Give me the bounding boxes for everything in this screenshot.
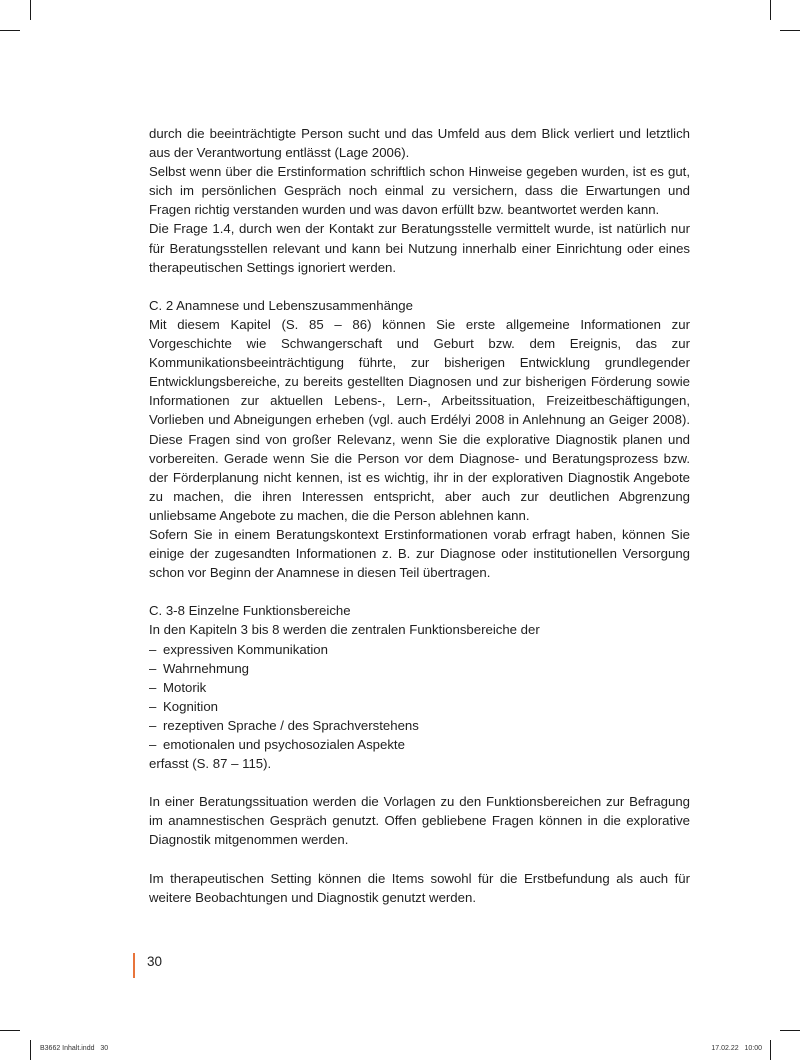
- section-c38-outro: erfasst (S. 87 – 115).: [149, 756, 272, 772]
- spacer: [149, 850, 690, 869]
- list-item-text: Wahrnehmung: [163, 660, 250, 676]
- section-c2-paragraph-1: Mit diesem Kapitel (S. 85 – 86) können Sie erste allgemeine Informationen zur Vorgeschichte wie Schwangerschaft und Geburt bzw. dem Ereignis, das zur Kommunikationsbeeinträchtigung führte, zur bisherigen Entwicklung grundlegender Entwicklungsbereiche, zu bereits gestellten Diagnosen und zur bisherigen Förderung sowie Informationen zur aktuellen Lebens-, Lern-, Arbeitssituation, Freizeitbeschäftigungen, Vorlieben und Abneigungen erheben (vgl. auch Erdélyi 2008 in Anlehnung an Geiger 2008). Diese Fragen sind von großer Relevanz, wenn Sie die explorative Diagnostik planen und vorbereiten. Gerade wenn Sie die Person vor dem Diagnose- und Beratungsprozess bzw. der Förderplanung nicht kennen, ist es wichtig, ihr in der explorativen Diagnostik Angebote zu machen, die ihren Interessen entspricht, aber auch zur deutlichen Abgrenzung unliebsame Angebote zu machen, die die Person ablehnen kann.: [149, 316, 690, 523]
- dash-bullet: –: [149, 737, 157, 752]
- list-item: [149, 735, 690, 754]
- section-c2-heading: C. 2 Anamnese und Lebenszusammenhänge: [149, 297, 413, 313]
- crop-mark-top-left-h: [0, 30, 20, 31]
- spacer: [149, 277, 690, 296]
- dash-bullet: –: [149, 698, 157, 714]
- list-item-text: Motorik: [163, 679, 207, 695]
- intro-paragraph-1: durch die beeinträchtigte Person sucht und das Umfeld aus dem Blick verliert und letztlich aus der Verantwortung entlässt (Lage 2006).: [149, 126, 690, 161]
- slug-file-info: B3662 Inhalt.indd 30: [40, 1045, 109, 1052]
- crop-mark-bottom-left: [30, 1040, 31, 1060]
- crop-mark-bottom-left-h: [0, 1030, 20, 1031]
- list-item: [149, 716, 690, 735]
- crop-mark-bottom-right: [770, 1040, 771, 1060]
- crop-mark-top-right: [770, 0, 771, 20]
- list-item: [149, 697, 690, 716]
- list-item: [149, 659, 690, 678]
- dash-bullet: –: [149, 679, 157, 695]
- list-item-text: rezeptiven Sprache / des Sprachverstehens: [163, 717, 419, 733]
- beratung-paragraph: In einer Beratungssituation werden die Vorlagen zu den Funktionsbereichen zur Befragung im anamnestischen Gespräch genutzt. Offen gebliebene Fragen können in die explorative Diagnostik mitgenommen werden.: [149, 794, 690, 848]
- section-c38-heading: C. 3-8 Einzelne Funktionsbereiche: [149, 603, 351, 619]
- slug-date-info: 17.02.22 10:00: [711, 1045, 762, 1052]
- dash-bullet: –: [149, 717, 157, 733]
- function-area-list: [149, 640, 690, 755]
- list-item: [149, 640, 690, 659]
- spacer: [149, 773, 690, 792]
- section-c38-intro: In den Kapiteln 3 bis 8 werden die zentralen Funktionsbereiche der: [149, 622, 540, 638]
- intro-paragraph-3: Die Frage 1.4, durch wen der Kontakt zur Beratungsstelle vermittelt wurde, ist natürlich nur für Beratungsstellen relevant und kann bei Nutzung innerhalb einer Einrichtung oder eines therapeutischen Settings ignoriert werden.: [149, 221, 690, 275]
- setting-paragraph: Im therapeutischen Setting können die Items sowohl für die Erstbefundung als auch für weitere Beobachtungen und Diagnostik genutzt werden.: [149, 870, 690, 905]
- list-item-text: emotionalen und psychosozialen Aspekte: [163, 737, 405, 752]
- intro-paragraph-2: Selbst wenn über die Erstinformation schriftlich schon Hinweise gegeben wurden, ist es gut, sich im persönlichen Gespräch noch einmal zu versichern, dass die Erwartungen und Fragen richtig verstanden wurden und was davon erfüllt bzw. beantwortet werden kann.: [149, 164, 690, 218]
- crop-mark-top-right-h: [780, 30, 800, 31]
- section-c2-paragraph-2: Sofern Sie in einem Beratungskontext Erstinformationen vorab erfragt haben, können Sie einige der zugesandten Informationen z. B. zur Diagnose oder institutionellen Versorgung schon vor Beginn der Anamnese in diesen Teil übertragen.: [149, 526, 690, 581]
- spacer: [149, 582, 690, 601]
- dash-bullet: –: [149, 660, 157, 676]
- list-item-text: expressiven Kommunikation: [163, 641, 328, 657]
- page-number: 30: [133, 953, 162, 978]
- crop-mark-bottom-right-h: [780, 1030, 800, 1031]
- crop-mark-top-left: [30, 0, 31, 20]
- list-item-text: Kognition: [163, 698, 218, 714]
- page-body: [149, 124, 690, 907]
- dash-bullet: –: [149, 641, 157, 657]
- list-item: [149, 678, 690, 697]
